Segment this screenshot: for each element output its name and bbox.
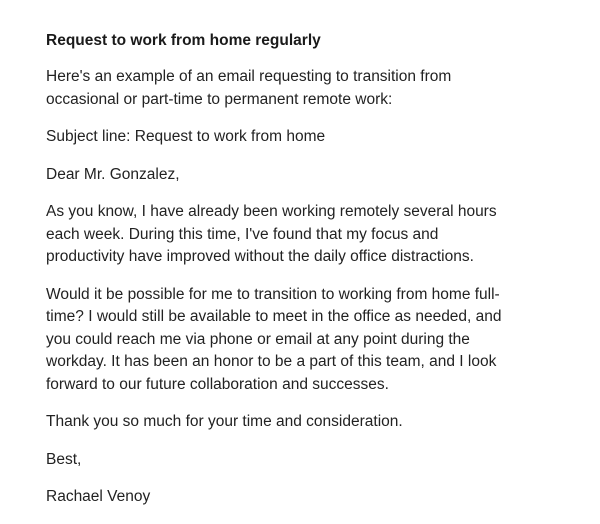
salutation: Dear Mr. Gonzalez, (46, 165, 180, 183)
subject-line: Subject line: Request to work from home (46, 128, 326, 145)
signature: Rachael Venoy (46, 488, 151, 505)
closing-line: Best, (46, 450, 82, 468)
body-paragraph-2: Would it be possible for me to transition to working from home full- time? I would still be available to meet in the office as needed, and you could reach me via phone or email at any point during the workday. It has been an honor to be a part of this team, and I look forward to our future collaboration and successes. (46, 285, 502, 393)
intro-paragraph: Here's an example of an email requesting to transition from occasional or part-time to permanent remote work: (46, 68, 452, 108)
thanks-line: Thank you so much for your time and consideration. (46, 413, 403, 430)
email-document (46, 30, 566, 524)
document-heading: Request to work from home regularly (46, 32, 321, 49)
body-paragraph-1: As you know, I have already been working remotely several hours each week. During this time, I've found that my focus and productivity have improved without the daily office distractions. (46, 203, 497, 265)
